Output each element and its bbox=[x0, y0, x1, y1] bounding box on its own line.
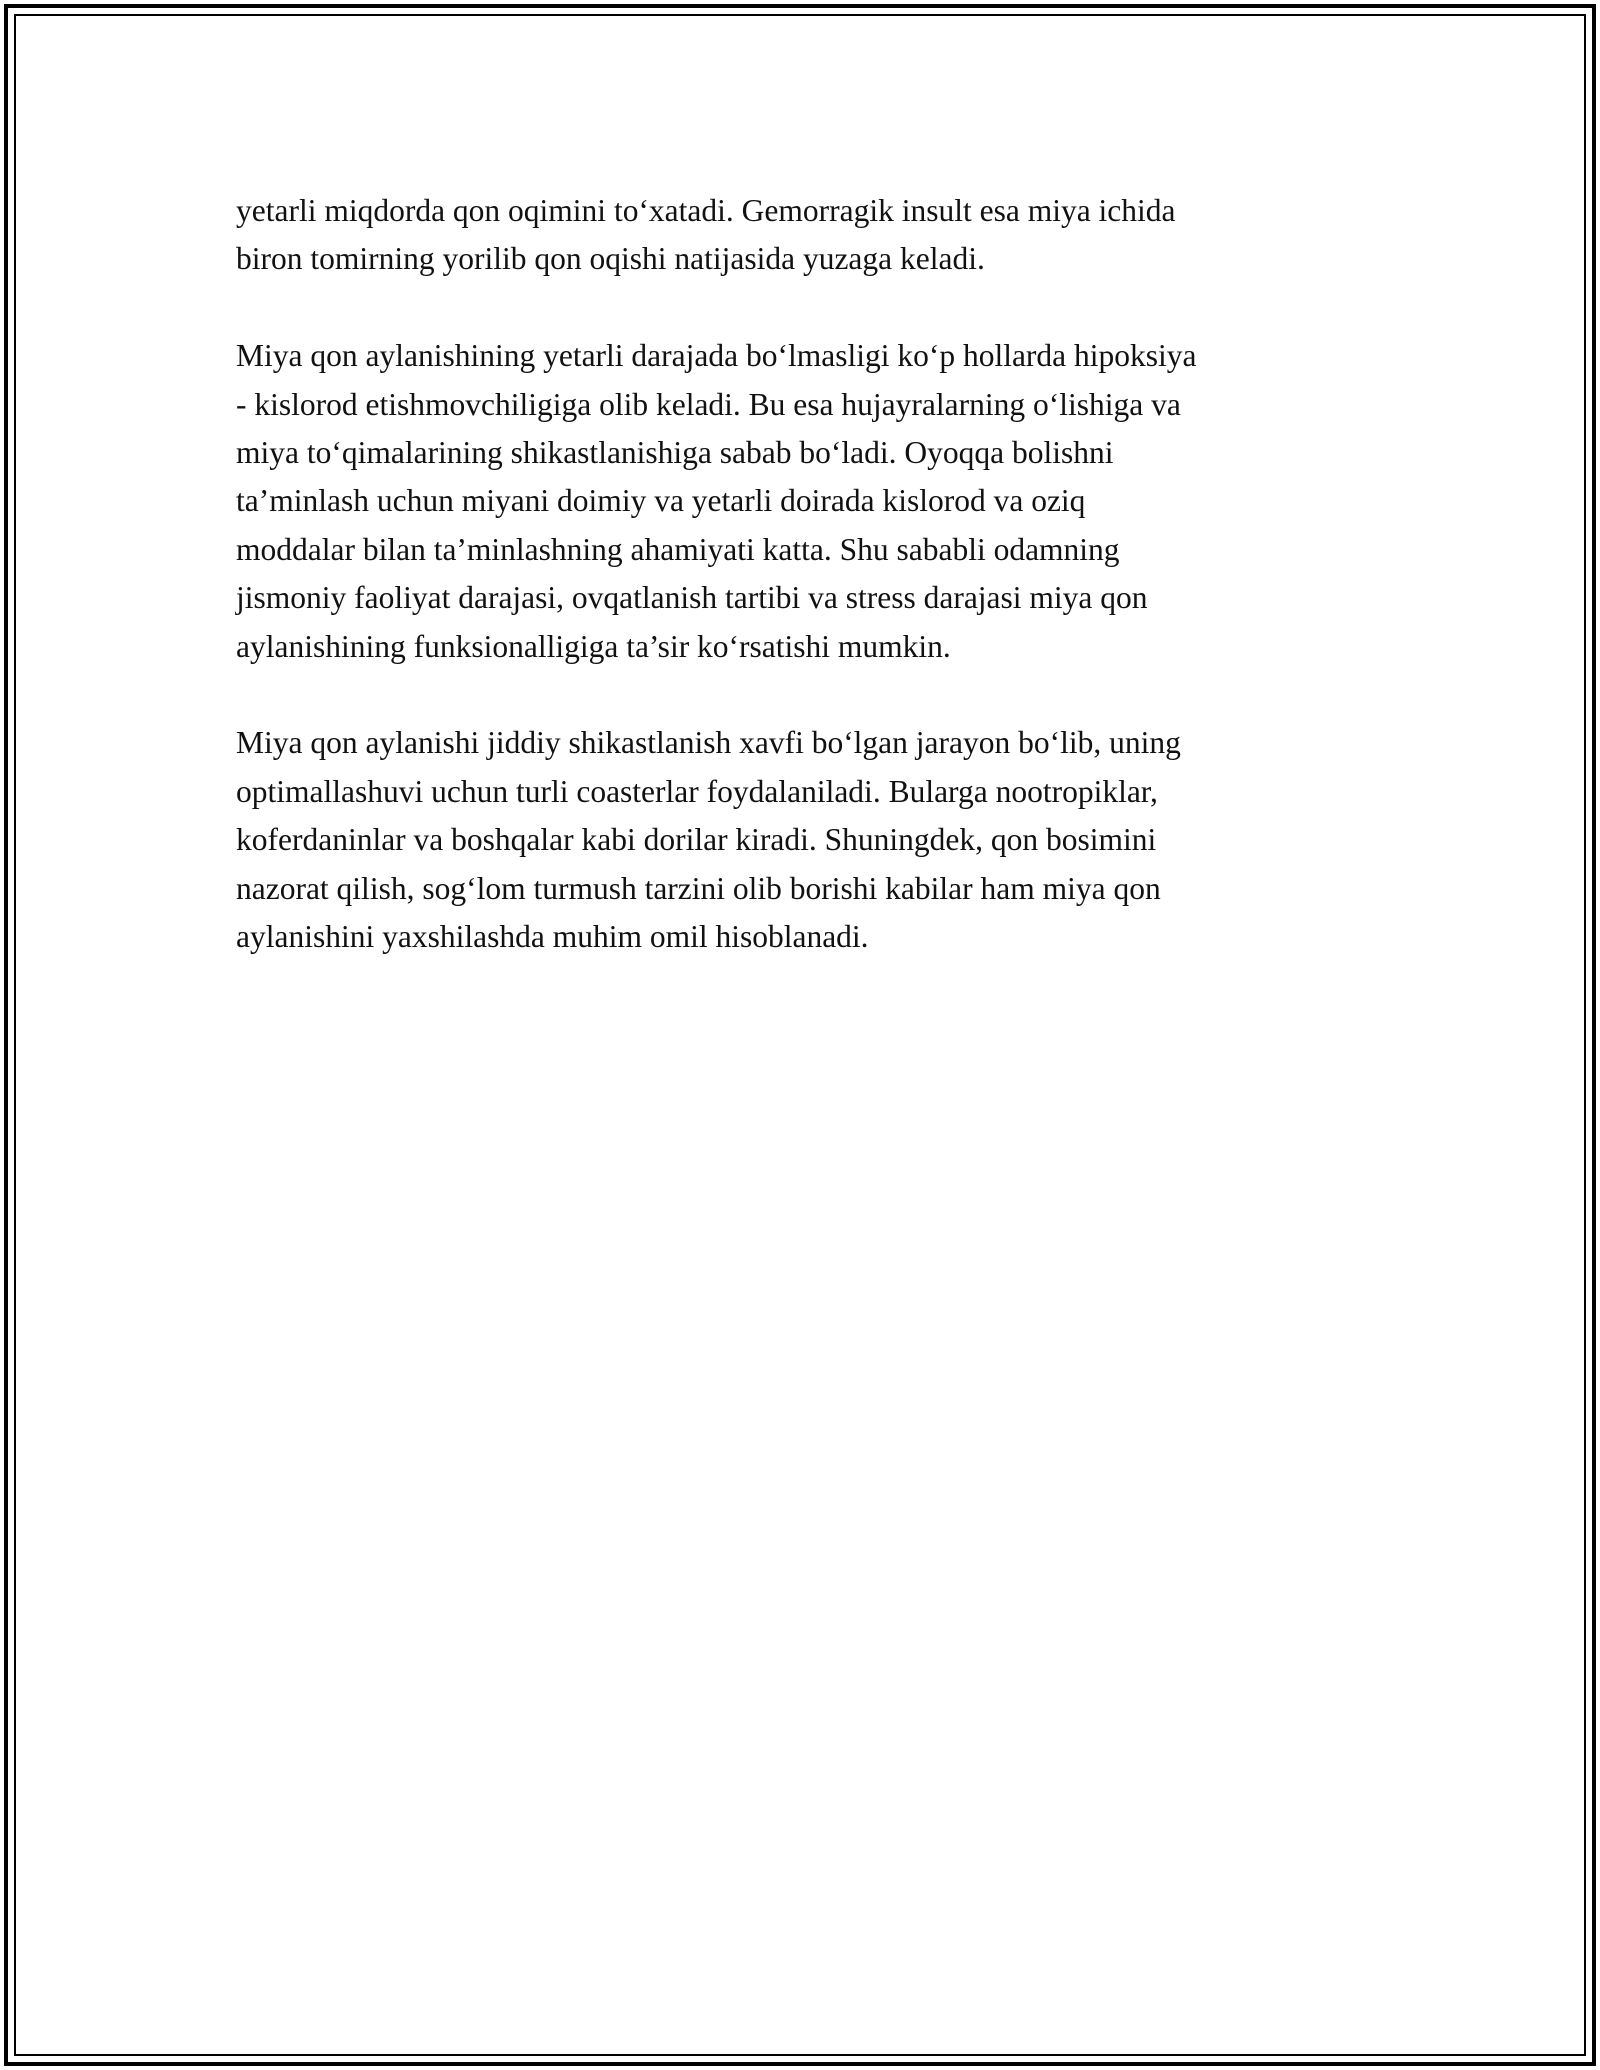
paragraph-1: yetarli miqdorda qon oqimini to‘xatadi. Gemorragik insult esa miya ichida biron tomirning yorilib qon oqishi natijasida yuzaga keladi. bbox=[236, 193, 1176, 277]
document-body bbox=[236, 187, 1366, 1010]
paragraph-3: Miya qon aylanishi jiddiy shikastlanish xavfi bo‘lgan jarayon bo‘lib, uning optimallashuvi uchun turli coasterlar foydalaniladi. Bularga nootropiklar, koferdaninlar va boshqalar kabi dorilar kiradi. Shuningdek, qon bosimini nazorat qilish, sog‘lom turmush tarzini olib borishi kabilar ham miya qon aylanishini yaxshilashda muhim omil hisoblanadi. bbox=[236, 725, 1181, 955]
paragraph-2: Miya qon aylanishining yetarli darajada bo‘lmasligi ko‘p hollarda hipoksiya - kislorod etishmovchiligiga olib keladi. Bu esa hujayralarning o‘lishiga va miya to‘qimalarining shikastlanishiga sabab bo‘ladi. Oyoqqa bolishni ta’minlash uchun miyani doimiy va yetarli doirada kislorod va oziq moddalar bilan ta’minlashning ahamiyati katta. Shu sababli odamning jismoniy faoliyat darajasi, ovqatlanish tartibi va stress darajasi miya qon aylanishining funksionalligiga ta’sir ko‘rsatishi mumkin. bbox=[236, 338, 1197, 664]
